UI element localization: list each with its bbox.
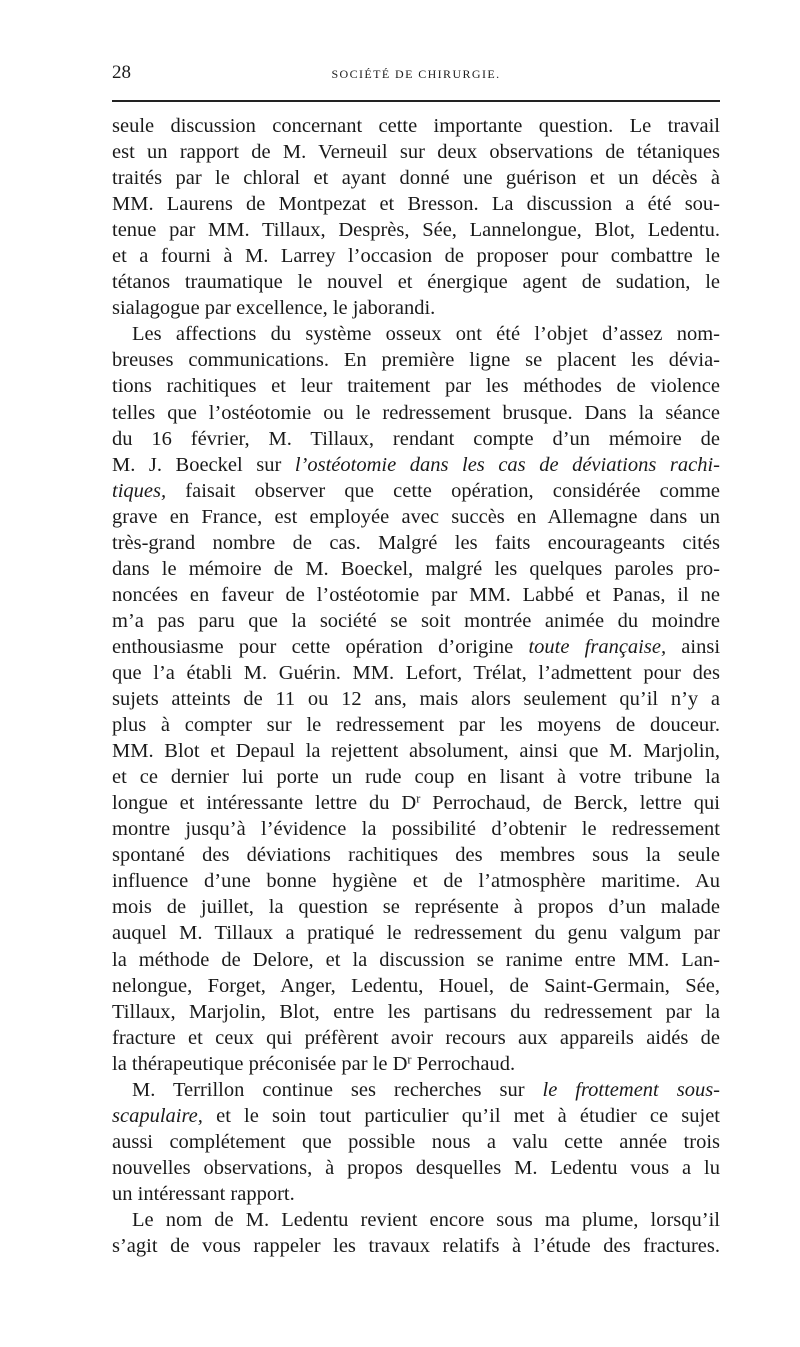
text-line: telles que l’ostéotomie ou le redressement brusque. Dans la séance [112,401,720,424]
text-line: montre jusqu’à l’évidence la possibilité d’obtenir le redressement [112,818,720,841]
text-line: MM. Blot et Depaul la rejettent absolument, ainsi que M. Marjolin, [112,740,720,763]
text-segment-italic: toute française, [528,635,667,658]
text-line: influence d’une bonne hygiène et de l’atmosphère maritime. Au [112,870,720,893]
text-line: spontané des déviations rachitiques des membres sous la seule [112,844,720,867]
text-line: grave en France, est employée avec succès en Allemagne dans un [112,505,720,528]
header-rule [112,100,720,102]
text-line: dans le mémoire de M. Boeckel, malgré les quelques paroles pro- [112,557,720,580]
text-line: la méthode de Delore, et la discussion se ranime entre MM. Lan- [112,948,720,971]
text-line: Les affections du système osseux ont été l’objet d’assez nom- [132,323,720,346]
text-line: fracture et ceux qui préfèrent avoir recours aux appareils aidés de [112,1026,720,1049]
text-line: tions rachitiques et leur traitement par les méthodes de violence [112,375,720,398]
text-line: et a fourni à M. Larrey l’occasion de proposer pour combattre le [112,245,720,268]
text-line: breuses communications. En première ligne se placent les dévia- [112,349,720,372]
text-segment-italic: scapulaire, [112,1104,203,1127]
text-segment: enthousiasme pour cette opération d’origine [112,635,514,658]
text-line: très-grand nombre de cas. Malgré les faits encourageants cités [112,531,720,554]
text-line: MM. Laurens de Montpezat et Bresson. La discussion a été sou- [112,193,720,216]
text-line [112,478,720,504]
text-segment: ainsi [681,635,721,658]
text-line: est un rapport de M. Verneuil sur deux observations de tétaniques [112,141,720,164]
text-segment: Perrochaud. [411,1052,516,1075]
text-line: noncées en faveur de l’ostéotomie par MM. Labbé et Panas, il ne [112,583,720,606]
text-line: et ce dernier lui porte un rude coup en lisant à votre tribune la [112,766,720,789]
text-line: aussi complétement que possible nous a valu cette année trois [112,1130,720,1153]
page-header [112,58,720,88]
text-line: Tillaux, Marjolin, Blot, entre les partisans du redressement par la [112,1000,720,1023]
text-line: m’a pas paru que la société se soit montrée animée du moindre [112,609,720,632]
text-line: un intéressant rapport. [112,1182,295,1205]
text-segment-italic: l’ostéotomie dans les cas de déviations rachi- [294,453,720,476]
superscript: r [416,791,421,806]
text-line: nelongue, Forget, Anger, Ledentu, Houel, de Saint-Germain, Sée, [112,974,720,997]
running-title: SOCIÉTÉ DE CHIRURGIE. [331,67,501,81]
text-line: du 16 février, M. Tillaux, rendant compte d’un mémoire de [112,427,720,450]
text-line: sujets atteints de 11 ou 12 ans, mais alors seulement qu’il n’y a [112,688,720,711]
text-line: que l’a établi M. Guérin. MM. Lefort, Trélat, l’admettent pour des [112,661,720,684]
text-line [112,790,720,816]
text-line: mois de juillet, la question se représente à propos d’un malade [112,896,720,919]
text-segment: longue et intéressante lettre du D [112,792,417,815]
text-line: sialagogue par excellence, le jaborandi. [112,297,436,320]
text-line: nouvelles observations, à propos desquelles M. Ledentu vous a lu [112,1156,720,1179]
text-line [112,1077,720,1103]
text-line: s’agit de vous rappeler les travaux relatifs à l’étude des fractures. [112,1235,720,1258]
text-line [112,1103,720,1129]
text-segment: M. J. Boeckel sur [112,453,282,476]
text-line [112,1051,720,1077]
text-segment-italic: le frottement sous- [542,1078,720,1101]
text-segment: faisait observer que cette opération, considérée comme [185,479,720,502]
text-segment: et le soin tout particulier qu’il met à étudier ce sujet [216,1104,721,1127]
text-line [112,452,720,478]
superscript: r [407,1051,412,1066]
text-line [112,634,720,660]
text-line: Le nom de M. Ledentu revient encore sous ma plume, lorsqu’il [132,1208,720,1231]
text-line: auquel M. Tillaux a pratiqué le redressement du genu valgum par [112,922,720,945]
text-line: seule discussion concernant cette importante question. Le travail [112,115,720,137]
text-segment: Perrochaud, de Berck, lettre qui [420,792,720,815]
body-text [112,113,720,1259]
text-segment-italic: tiques, [112,479,167,502]
text-line: tétanos traumatique le nouvel et énergique agent de sudation, le [112,271,720,294]
page-number: 28 [112,62,131,83]
text-segment: M. Terrillon continue ses recherches sur [132,1078,525,1101]
text-segment: la thérapeutique préconisée par le D [112,1052,408,1075]
text-line: plus à compter sur le redressement par les moyens de douceur. [112,714,720,737]
text-line: tenue par MM. Tillaux, Desprès, Sée, Lannelongue, Blot, Ledentu. [112,219,720,242]
text-line: traités par le chloral et ayant donné une guérison et un décès à [112,167,720,190]
